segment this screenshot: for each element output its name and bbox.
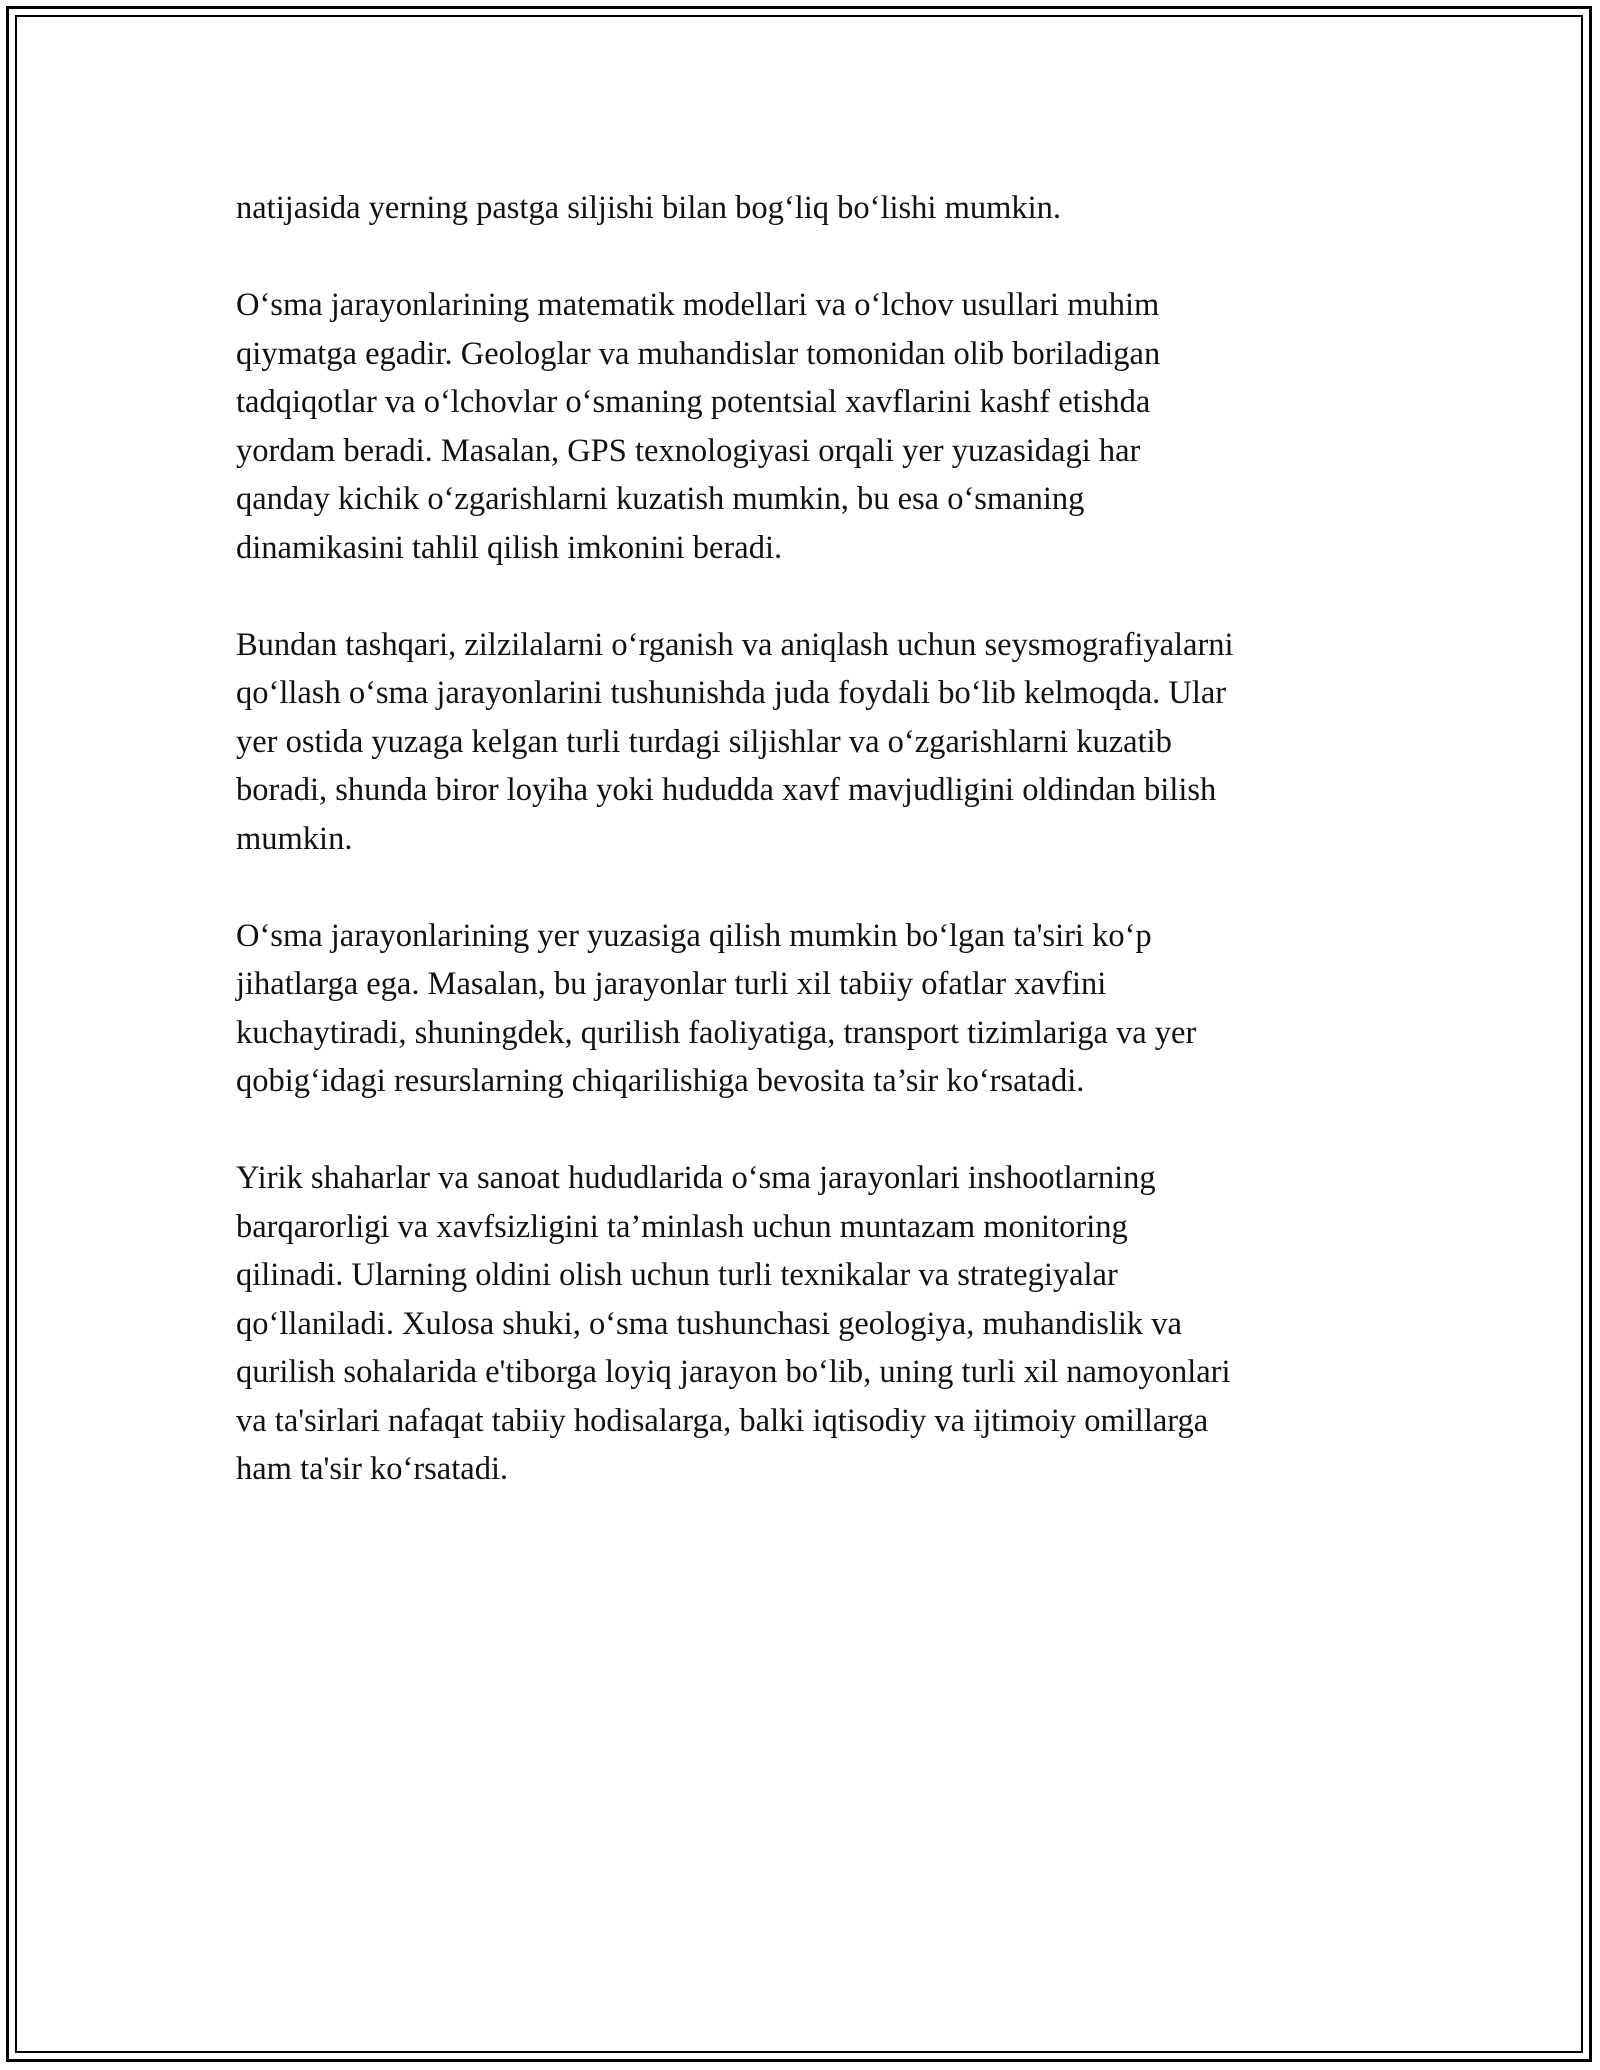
paragraph-4: O‘sma jarayonlarining yer yuzasiga qilish mumkin bo‘lgan ta'siri ko‘p jihatlarga ega. Masalan, bu jarayonlar turli xil tabiiy ofatlar xavfini kuchaytiradi, shuningdek, qurilish faoliyatiga, transport tizimlariga va yer qobig‘idagi resurslarning chiqarilishiga bevosita ta’sir ko‘rsatadi. [236, 917, 1197, 1099]
paragraph-3: Bundan tashqari, zilzilalarni o‘rganish va aniqlash uchun seysmografiyalarni qo‘llash o‘sma jarayonlarini tushunishda juda foydali bo‘lib kelmoqda. Ular yer ostida yuzaga kelgan turli turdagi siljishlar va o‘zgarishlarni kuzatib boradi, shunda biror loyiha yoki hududda xavf mavjudligini oldindan bilish mumkin. [236, 626, 1234, 857]
document-body [236, 184, 1386, 1542]
paragraph-5: Yirik shaharlar va sanoat hududlarida o‘sma jarayonlari inshootlarning barqarorligi va xavfsizligini ta’minlash uchun muntazam monitoring qilinadi. Ularning oldini olish uchun turli texnikalar va strategiyalar qo‘llaniladi. Xulosa shuki, o‘sma tushunchasi geologiya, muhandislik va qurilish sohalarida e'tiborga loyiq jarayon bo‘lib, uning turli xil namoyonlari va ta'sirlari nafaqat tabiiy hodisalarga, balki iqtisodiy va ijtimoiy omillarga ham ta'sir ko‘rsatadi. [236, 1160, 1231, 1487]
paragraph-2: O‘sma jarayonlarining matematik modellari va o‘lchov usullari muhim qiymatga egadir. Geologlar va muhandislar tomonidan olib boriladigan tadqiqotlar va o‘lchovlar o‘smaning potentsial xavflarini kashf etishda yordam beradi. Masalan, GPS texnologiyasi orqali yer yuzasidagi har qanday kichik o‘zgarishlarni kuzatish mumkin, bu esa o‘smaning dinamikasini tahlil qilish imkonini beradi. [236, 287, 1161, 566]
paragraph-1: natijasida yerning pastga siljishi bilan bog‘liq bo‘lishi mumkin. [236, 190, 1062, 226]
